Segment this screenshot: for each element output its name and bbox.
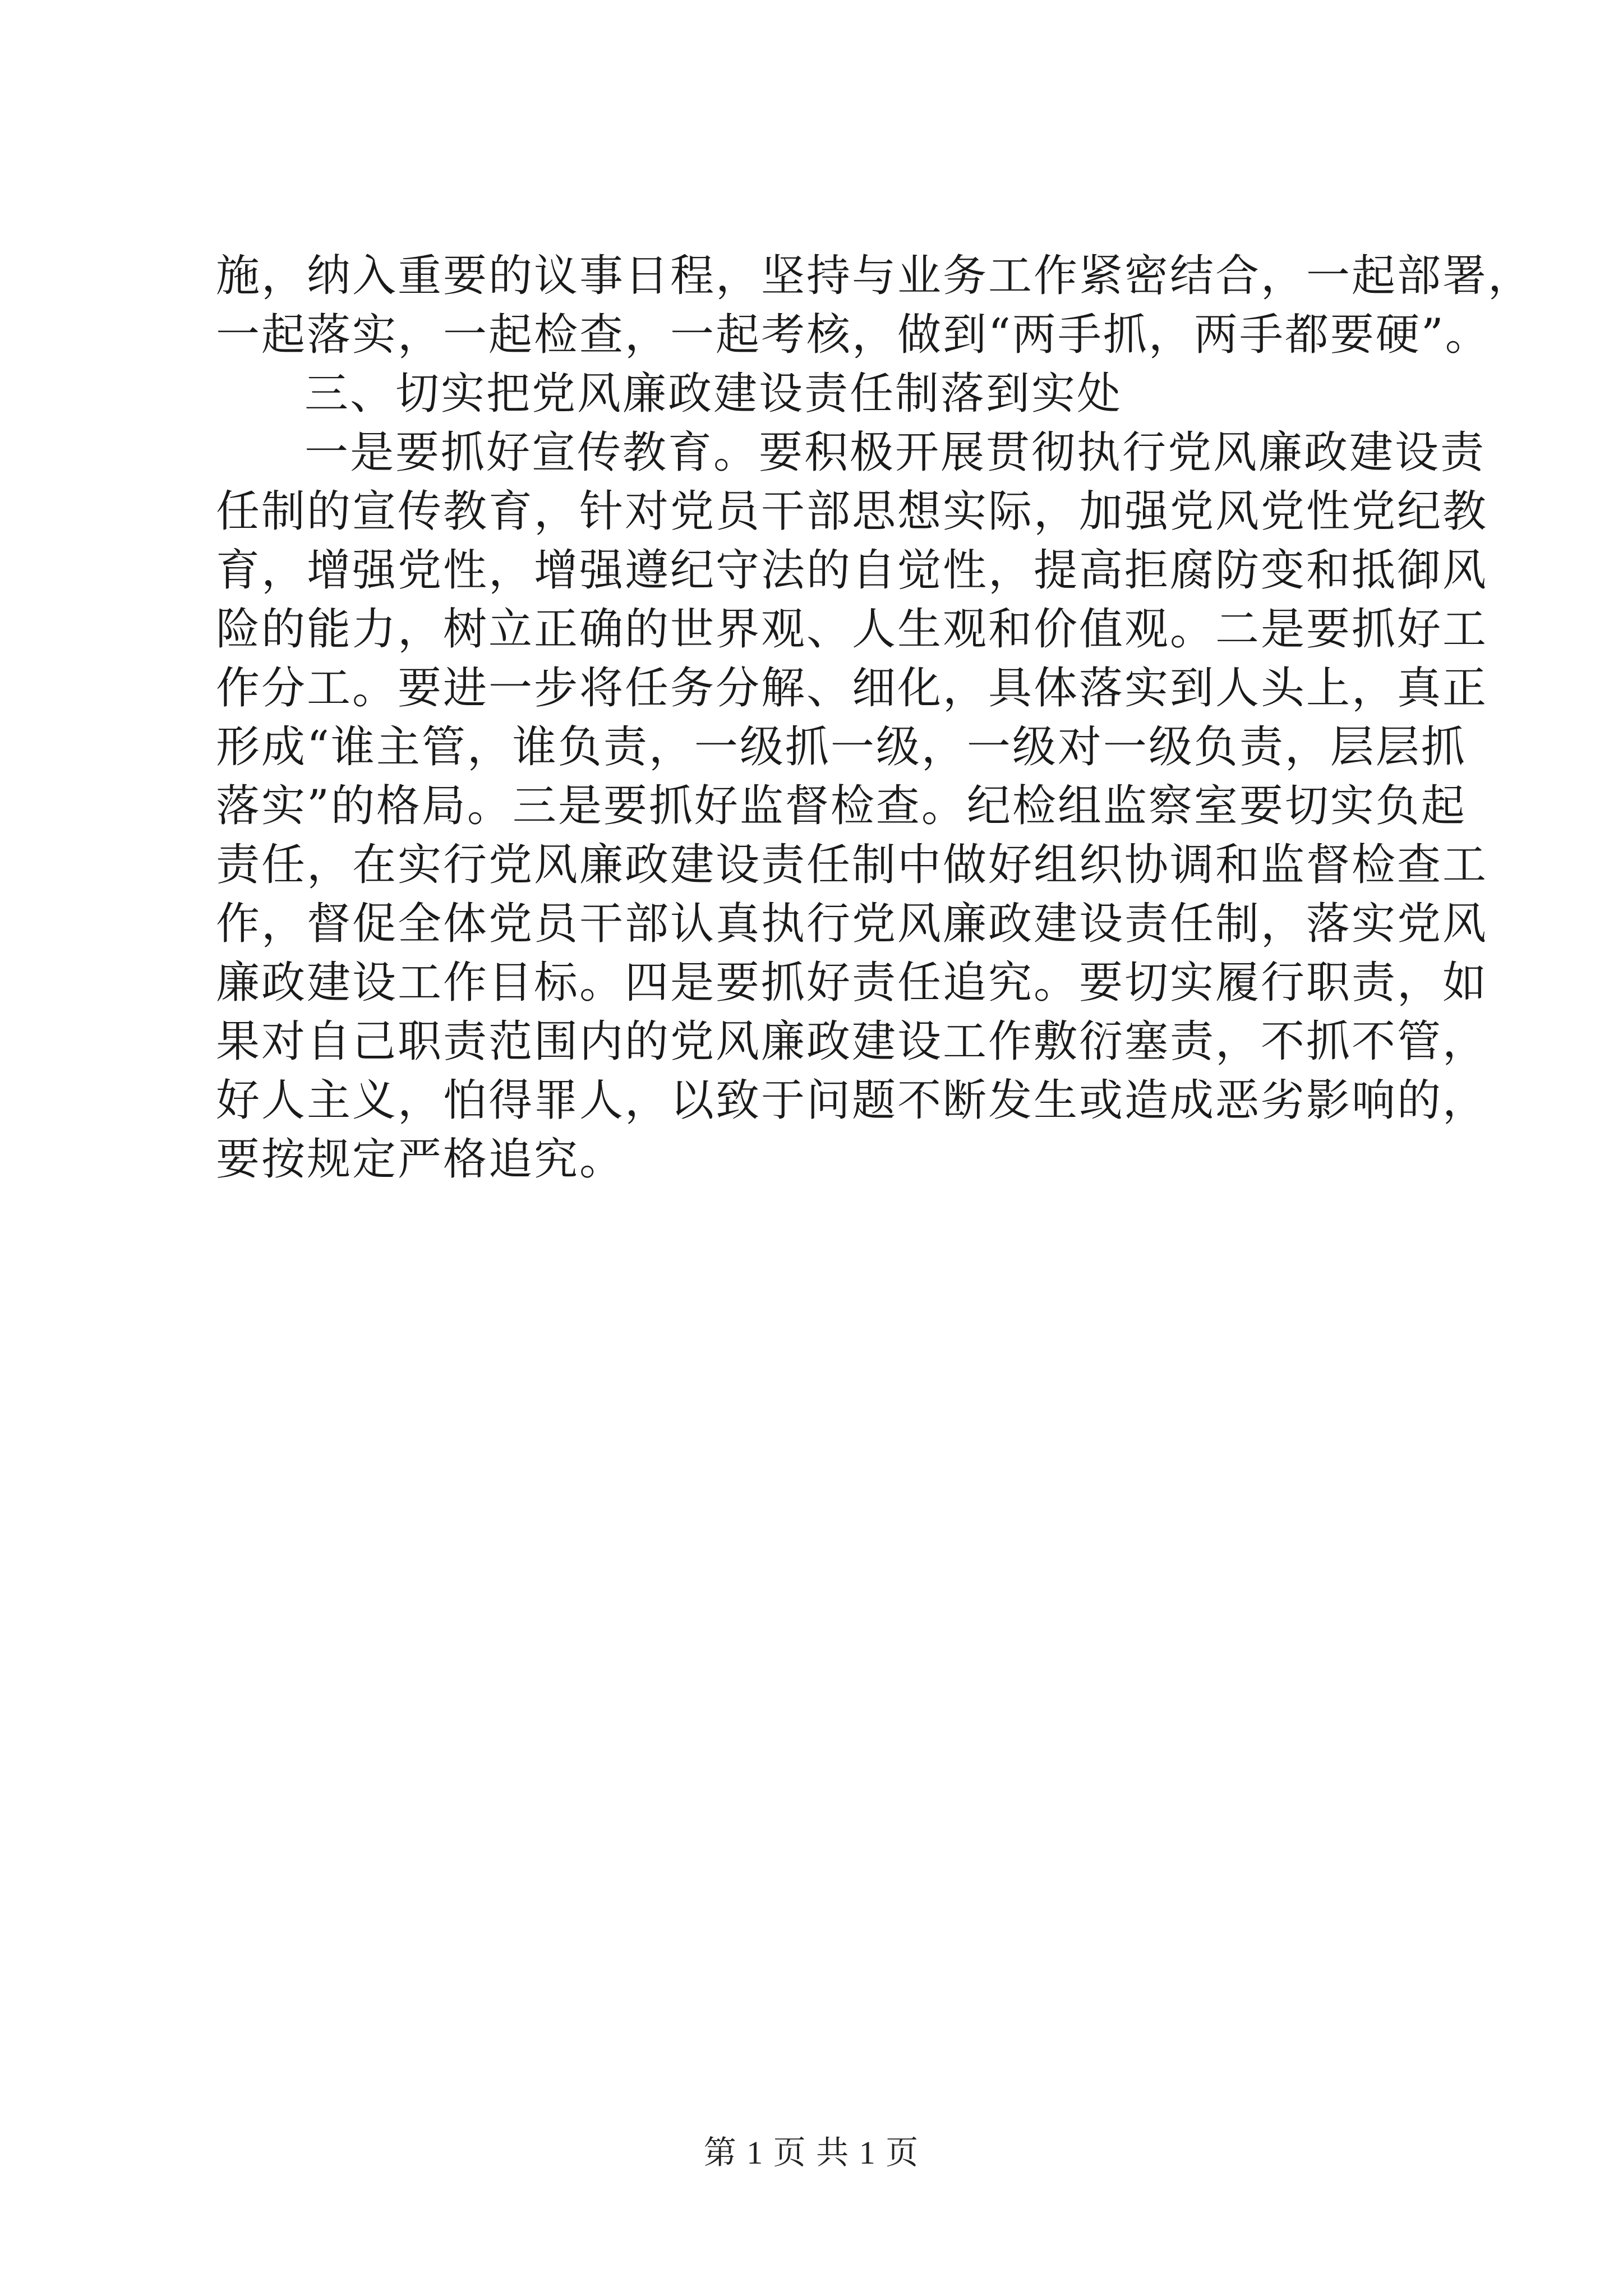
text-line: 任制的宣传教育，针对党员干部思想实际，加强党风党性党纪教 <box>216 486 1488 537</box>
text-line: 形成“谁主管，谁负责，一级抓一级，一级对一级负责，层层抓 <box>216 722 1467 772</box>
text-line: 险的能力，树立正确的世界观、人生观和价值观。二是要抓好工 <box>216 604 1488 655</box>
text-line: 一是要抓好宣传教育。要积极开展贯彻执行党风廉政建设责 <box>305 427 1486 478</box>
text-line: 好人主义，怕得罪人，以致于问题不断发生或造成恶劣影响的， <box>216 1075 1488 1126</box>
text-line: 要按规定严格追究。 <box>216 1134 625 1185</box>
text-line: 作分工。要进一步将任务分解、细化，具体落实到人头上，真正 <box>216 663 1488 714</box>
text-line: 廉政建设工作目标。四是要抓好责任追究。要切实履行职责，如 <box>216 958 1488 1008</box>
page-number-footer: 第 1 页 共 1 页 <box>703 2134 920 2171</box>
section-heading: 三、切实把党风廉政建设责任制落到实处 <box>305 369 1123 419</box>
text-line: 施，纳入重要的议事日程，坚持与业务工作紧密结合，一起部署， <box>216 251 1534 301</box>
body-text <box>216 247 1534 1189</box>
text-line: 责任，在实行党风廉政建设责任制中做好组织协调和监督检查工 <box>216 840 1488 890</box>
text-line: 一起落实，一起检查，一起考核，做到“两手抓，两手都要硬”。 <box>216 310 1491 360</box>
text-line: 落实”的格局。三是要抓好监督检查。纪检组监察室要切实负起 <box>216 781 1467 831</box>
text-line: 果对自己职责范围内的党风廉政建设工作敷衍塞责，不抓不管， <box>216 1016 1488 1067</box>
text-line: 作，督促全体党员干部认真执行党风廉政建设责任制，落实党风 <box>216 899 1488 949</box>
text-line: 育，增强党性，增强遵纪守法的自觉性，提高拒腐防变和抵御风 <box>216 545 1488 596</box>
